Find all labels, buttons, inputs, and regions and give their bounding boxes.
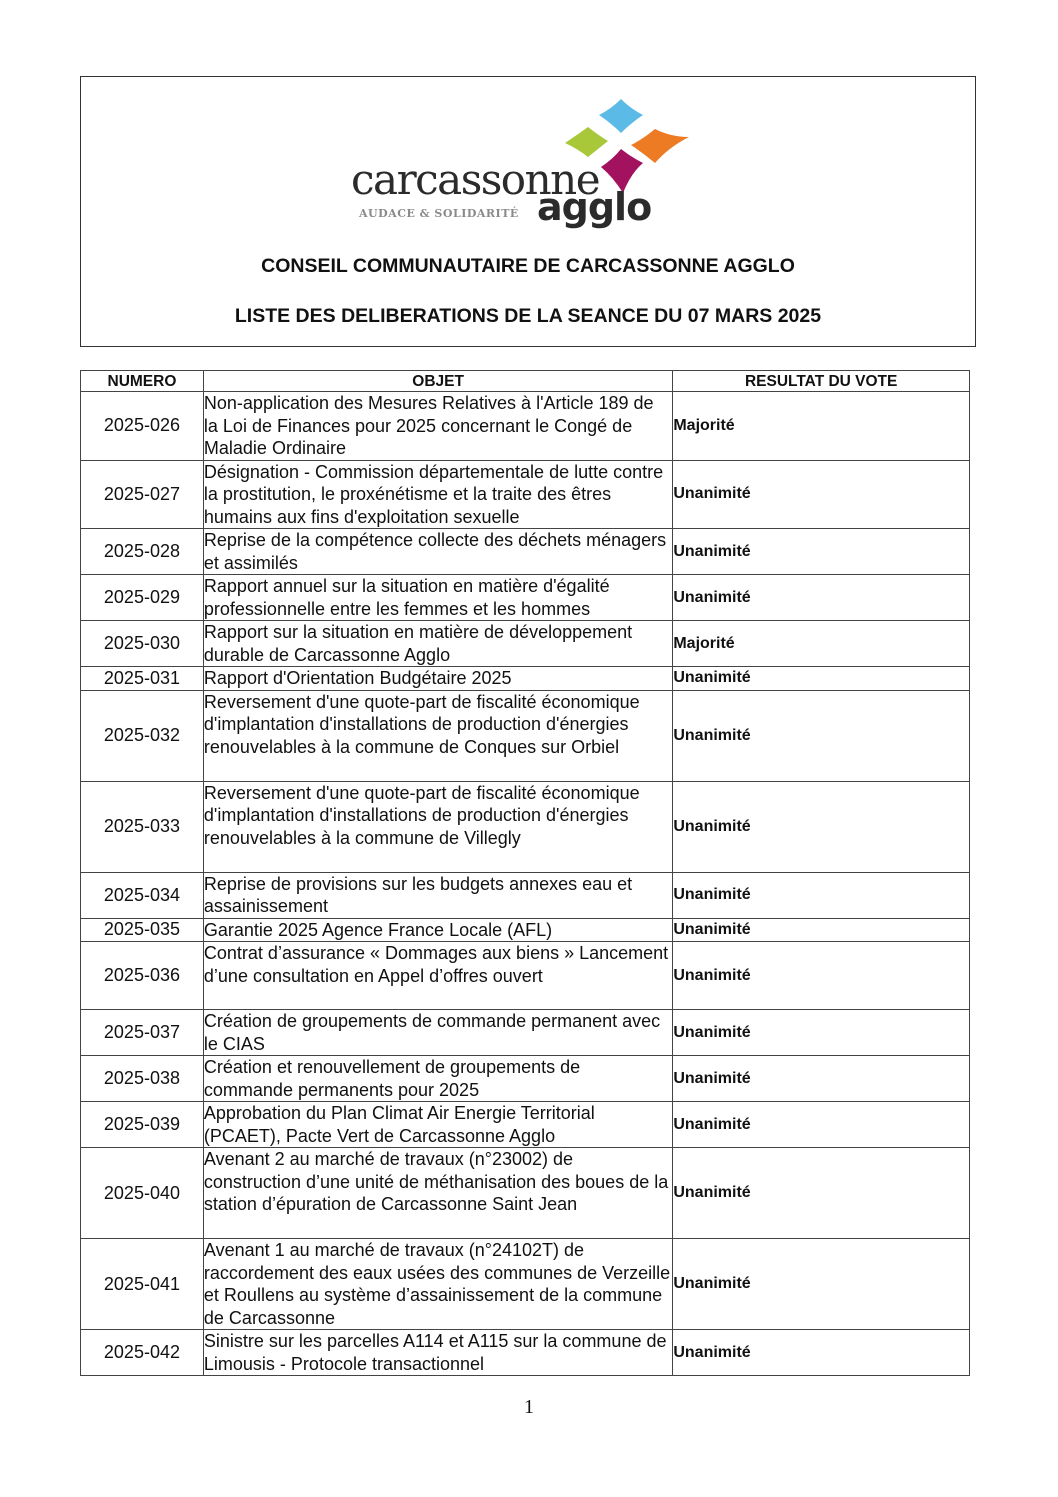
table-row — [81, 621, 970, 667]
table-row — [81, 392, 970, 461]
column-header-numero: NUMERO — [81, 371, 204, 392]
cell-objet: Reprise de la compétence collecte des déchets ménagers et assimilés — [203, 529, 672, 575]
cell-numero: 2025-040 — [81, 1148, 204, 1239]
cell-resultat: Majorité — [673, 621, 970, 667]
cell-resultat: Unanimité — [673, 1330, 970, 1376]
table-row — [81, 1330, 970, 1376]
cell-resultat: Unanimité — [673, 667, 970, 691]
page-title: CONSEIL COMMUNAUTAIRE DE CARCASSONNE AGGLO — [261, 255, 795, 277]
cell-numero: 2025-033 — [81, 781, 204, 872]
cell-numero: 2025-029 — [81, 575, 204, 621]
table-row — [81, 918, 970, 942]
document-header — [80, 76, 976, 347]
cell-numero: 2025-026 — [81, 392, 204, 461]
cell-resultat: Unanimité — [673, 1102, 970, 1148]
table-row — [81, 1056, 970, 1102]
carcassonne-agglo-logo — [351, 97, 671, 232]
cell-numero: 2025-028 — [81, 529, 204, 575]
cell-numero: 2025-034 — [81, 872, 204, 918]
cell-numero: 2025-041 — [81, 1239, 204, 1330]
cell-numero: 2025-039 — [81, 1102, 204, 1148]
cell-numero: 2025-036 — [81, 942, 204, 1010]
cell-numero: 2025-031 — [81, 667, 204, 691]
cell-objet: Désignation - Commission départementale de lutte contre la prostitution, le proxénétisme et la traite des êtres humains aux fins d'exploitation sexuelle — [203, 460, 672, 529]
cell-objet: Garantie 2025 Agence France Locale (AFL) — [203, 918, 672, 942]
page-number: 1 — [524, 1396, 534, 1418]
cell-resultat: Unanimité — [673, 1239, 970, 1330]
table-row — [81, 529, 970, 575]
cell-objet: Avenant 1 au marché de travaux (n°24102T) de raccordement des eaux usées des communes de Verzeille et Roullens au système d’assainissement de la commune de Carcassonne — [203, 1239, 672, 1330]
cell-objet: Non-application des Mesures Relatives à l'Article 189 de la Loi de Finances pour 2025 concernant le Congé de Maladie Ordinaire — [203, 392, 672, 461]
cell-objet: Contrat d’assurance « Dommages aux biens » Lancement d’une consultation en Appel d’offres ouvert — [203, 942, 672, 1010]
cell-resultat: Unanimité — [673, 575, 970, 621]
column-header-objet: OBJET — [203, 371, 672, 392]
cell-objet: Création et renouvellement de groupements de commande permanents pour 2025 — [203, 1056, 672, 1102]
table-row — [81, 1102, 970, 1148]
table-row — [81, 1239, 970, 1330]
cell-objet: Avenant 2 au marché de travaux (n°23002) de construction d’une unité de méthanisation des boues de la station d’épuration de Carcassonne Saint Jean — [203, 1148, 672, 1239]
table-body — [81, 392, 970, 1376]
table-row — [81, 460, 970, 529]
table-row — [81, 872, 970, 918]
table-row — [81, 781, 970, 872]
cell-resultat: Unanimité — [673, 690, 970, 781]
deliberations-table — [80, 370, 970, 1376]
cell-objet: Reversement d'une quote-part de fiscalité économique d'implantation d'installations de production d'énergies renouvelables à la commune de Villegly — [203, 781, 672, 872]
logo-wordmark: carcassonne — [351, 155, 600, 204]
table-row — [81, 667, 970, 691]
cell-objet: Sinistre sur les parcelles A114 et A115 sur la commune de Limousis - Protocole transactionnel — [203, 1330, 672, 1376]
cell-objet: Reversement d'une quote-part de fiscalité économique d'implantation d'installations de production d'énergies renouvelables à la commune de Conques sur Orbiel — [203, 690, 672, 781]
cell-numero: 2025-042 — [81, 1330, 204, 1376]
cell-numero: 2025-035 — [81, 918, 204, 942]
cell-numero: 2025-038 — [81, 1056, 204, 1102]
logo-suffix: agglo — [537, 185, 652, 229]
cell-numero: 2025-037 — [81, 1010, 204, 1056]
table-row — [81, 575, 970, 621]
cell-objet: Création de groupements de commande permanent avec le CIAS — [203, 1010, 672, 1056]
cell-resultat: Unanimité — [673, 1148, 970, 1239]
table-header-row — [81, 371, 970, 392]
cell-resultat: Unanimité — [673, 942, 970, 1010]
column-header-resultat: RESULTAT DU VOTE — [673, 371, 970, 392]
table-row — [81, 942, 970, 1010]
cell-resultat: Unanimité — [673, 460, 970, 529]
cell-resultat: Majorité — [673, 392, 970, 461]
cell-resultat: Unanimité — [673, 872, 970, 918]
cell-resultat: Unanimité — [673, 1010, 970, 1056]
cell-objet: Reprise de provisions sur les budgets annexes eau et assainissement — [203, 872, 672, 918]
cell-resultat: Unanimité — [673, 781, 970, 872]
cell-resultat: Unanimité — [673, 529, 970, 575]
table-row — [81, 690, 970, 781]
cell-numero: 2025-030 — [81, 621, 204, 667]
cell-objet: Approbation du Plan Climat Air Energie Territorial (PCAET), Pacte Vert de Carcassonne Agglo — [203, 1102, 672, 1148]
cell-resultat: Unanimité — [673, 1056, 970, 1102]
cell-objet: Rapport d'Orientation Budgétaire 2025 — [203, 667, 672, 691]
page-subtitle: LISTE DES DELIBERATIONS DE LA SEANCE DU 07 MARS 2025 — [234, 305, 822, 327]
cell-numero: 2025-032 — [81, 690, 204, 781]
cell-objet: Rapport annuel sur la situation en matière d'égalité professionnelle entre les femmes et les hommes — [203, 575, 672, 621]
cell-resultat: Unanimité — [673, 918, 970, 942]
logo-tagline: AUDACE & SOLIDARITÉ — [359, 207, 519, 220]
table-row — [81, 1148, 970, 1239]
cell-objet: Rapport sur la situation en matière de développement durable de Carcassonne Agglo — [203, 621, 672, 667]
table-row — [81, 1010, 970, 1056]
cell-numero: 2025-027 — [81, 460, 204, 529]
